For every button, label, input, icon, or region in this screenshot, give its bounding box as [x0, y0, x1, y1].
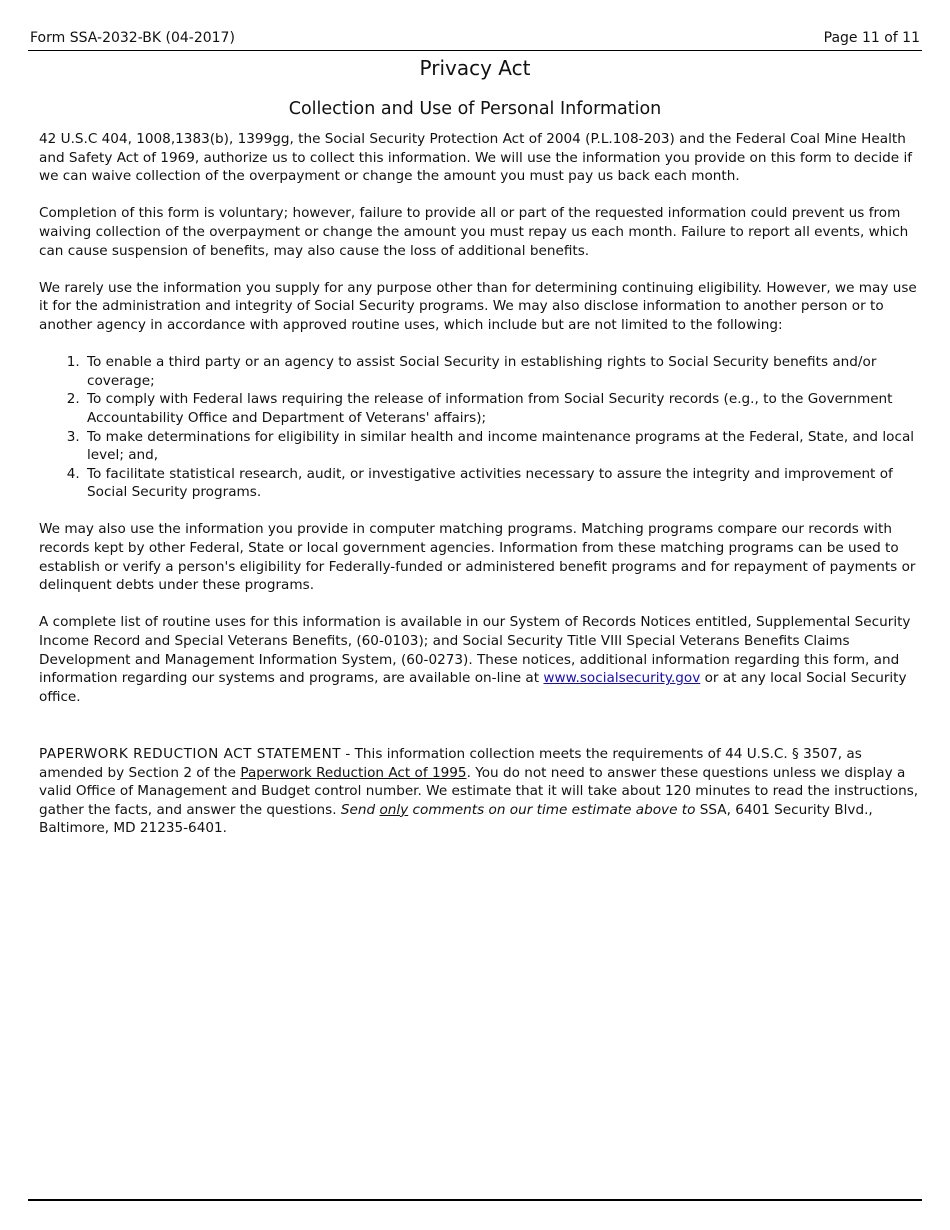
- section-subtitle: Collection and Use of Personal Information: [288, 99, 662, 119]
- document-body: [39, 130, 919, 857]
- routine-uses-list: [39, 353, 919, 502]
- matching-paragraph: We may also use the information you provide in computer matching programs. Matching programs compare our records with records kept by other Federal, State or local government agencies. Information from these matching programs can be used to establish or verify a person's eligibility for Federally-funded or administered benefit programs and for repayment of payments or delinquent debts under these programs.: [39, 521, 916, 594]
- disclosure-paragraph: We rarely use the information you supply for any purpose other than for determining continuing eligibility. However, we may use it for the administration and integrity of Social Security programs. We may also disclose information to another person or to another agency in accordance with approved routine uses, which include but are not limited to the following:: [39, 279, 917, 333]
- authority-paragraph: 42 U.S.C 404, 1008,1383(b), 1399gg, the Social Security Protection Act of 2004 (P.L.108-203) and the Federal Coal Mine Health and Safety Act of 1969, authorize us to collect this information. We will use the information you provide on this form to decide if we can waive collection of the overpayment or change the amount you must pay us back each month.: [39, 131, 913, 185]
- paperwork-act-name: Paperwork Reduction Act of 1995: [240, 764, 467, 781]
- notices-text: A complete list of routine uses for this information is available in our System of Records Notices entitled, Supplemental Security Income Record and Special Veterans Benefits, (60-0103); and Social Security Title VIII Special Veterans Benefits Claims Development and Management Information System, (60-0273). These notices, additional information regarding this form, and information regarding our systems and programs, are available on-line at: [39, 614, 911, 687]
- notices-paragraph: [39, 613, 919, 706]
- only-word: only: [379, 801, 409, 818]
- paperwork-text: - This information collection meets the requirements of 44 U.S.C. § 3507, as amended by Section 2 of the: [39, 746, 862, 781]
- spacer: [39, 725, 919, 745]
- list-item: 2. To comply with Federal laws requiring the release of information from Social Security records (e.g., to the Government Accountability Office and Department of Veterans' affairs);: [84, 390, 919, 427]
- voluntary-paragraph: Completion of this form is voluntary; however, failure to provide all or part of the requested information could prevent us from waiving collection of the overpayment or change the amount you must repay us each month. Failure to report all events, which can cause suspension of benefits, may also cause the loss of additional benefits.: [39, 205, 909, 259]
- page-header: [28, 30, 922, 51]
- paperwork-statement: [39, 745, 919, 838]
- list-item: 1. To enable a third party or an agency to assist Social Security in establishing rights to Social Security benefits and/or coverage;: [84, 353, 919, 390]
- mailing-address: SSA, 6401 Security Blvd., Baltimore, MD 21235-6401.: [39, 801, 873, 837]
- page-title: Privacy Act: [419, 56, 531, 80]
- list-item: 4. To facilitate statistical research, audit, or investigative activities necessary to assure the integrity and improvement of Social Security programs.: [84, 465, 919, 502]
- send-prefix: Send: [340, 801, 376, 818]
- send-suffix: comments on our time estimate above to: [412, 801, 696, 818]
- form-id: Form SSA-2032-BK (04-2017): [30, 30, 235, 46]
- list-item: 3. To make determinations for eligibility in similar health and income maintenance programs at the Federal, State, and local level; and,: [84, 428, 919, 465]
- paperwork-text-2: . You do not need to answer these questions unless we display a valid Office of Management and Budget control number. We estimate that it will take about 120 minutes to read the instructions, gather the facts, and answer the questions.: [39, 764, 919, 818]
- ssa-website-link[interactable]: www.socialsecurity.gov: [543, 670, 701, 687]
- page-number: Page 11 of 11: [823, 30, 920, 46]
- notices-text-end: or at any local Social Security office.: [39, 670, 907, 705]
- footer-divider: [28, 1199, 922, 1201]
- paperwork-heading: PAPERWORK REDUCTION ACT STATEMENT: [39, 746, 342, 762]
